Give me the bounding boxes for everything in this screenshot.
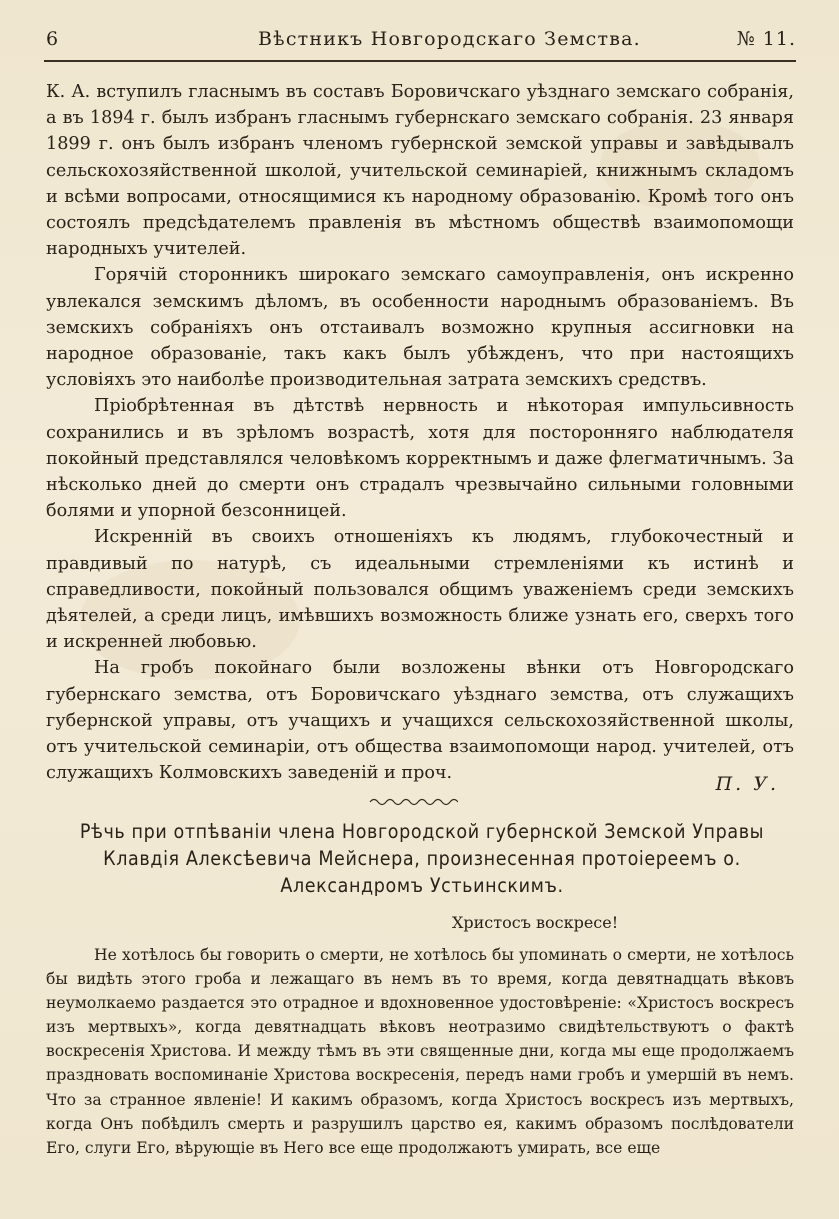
section-divider-ornament [368, 795, 458, 809]
speech-title: Рѣчь при отпѣваніи члена Новгородской губернской Земской Управы Клавдія Алексѣевича Мейснера, произнесенная протоіереемъ о. Александромъ Устьинскимъ. [79, 820, 765, 897]
journal-title: Вѣстникъ Новгородскаго Земства. [258, 28, 641, 50]
issue-number: № 11. [736, 28, 796, 50]
paragraph: Не хотѣлось бы говорить о смерти, не хотѣлось бы упоминать о смерти, не хотѣлось бы видѣть этого гроба и лежащаго въ немъ въ то время, когда девятнадцать вѣковъ неумолкаемо раздается это отрадное и вдохновенное удостовѣреніе: «Христосъ воскресъ изъ мертвыхъ», когда девятнадцать вѣковъ неотразимо свидѣтельствуютъ о фактѣ воскресенія Христова. И между тѣмъ въ эти священные дни, когда мы еще продолжаемъ праздновать воспоминаніе Христова воскресенія, передъ нами гробъ и умершій въ немъ. Что за странное явленіе! И какимъ образомъ, когда Христосъ воскресъ изъ мертвыхъ, когда Онъ побѣдилъ смерть и разрушилъ царство ея, какимъ образомъ послѣдователи Его, слуги Его, вѣрующіе въ Него все еще продолжаютъ умирать, все еще [46, 946, 794, 1157]
speech-epigraph: Христосъ воскресе! [452, 913, 619, 932]
paragraph: Искренній въ своихъ отношеніяхъ къ людямъ, глубокочестный и правдивый по натурѣ, съ идеальными стремленіями къ истинѣ и справедливости, покойный пользовался общимъ уваженіемъ среди земскихъ дѣятелей, а среди лицъ, имѣвшихъ возможность ближе узнать его, сверхъ того и искренней любовью. [46, 527, 794, 653]
page-number: 6 [46, 28, 59, 50]
author-signature: П. У. [715, 773, 779, 795]
paragraph: Пріобрѣтенная въ дѣтствѣ нервность и нѣкоторая импульсивность сохранились и въ зрѣломъ возрастѣ, хотя для посторонняго наблюдателя покойный представлялся человѣкомъ корректнымъ и даже флегматичнымъ. За нѣсколько дней до смерти онъ страдалъ чрезвычайно сильными головными болями и упорной безсонницей. [46, 396, 794, 522]
obituary-text [46, 79, 794, 786]
paragraph: К. А. вступилъ гласнымъ въ составъ Боровичскаго уѣзднаго земскаго собранія, а въ 1894 г. былъ избранъ гласнымъ губернскаго земскаго собранія. 23 января 1899 г. онъ былъ избранъ членомъ губернской земской управы и завѣдывалъ сельскохозяйственной школой, учительской семинаріей, книжнымъ складомъ и всѣми вопросами, относящимися къ народному образованію. Кромѣ того онъ состоялъ предсѣдателемъ правленія въ мѣстномъ обществѣ взаимопомощи народныхъ учителей. [46, 82, 794, 260]
running-header [46, 28, 796, 56]
paragraph: На гробъ покойнаго были возложены вѣнки отъ Новгородскаго губернскаго земства, отъ Боровичскаго уѣзднаго земства, отъ служащихъ губернской управы, отъ учащихъ и учащихся сельскохозяйственной школы, отъ учительской семинаріи, отъ общества взаимопомощи народ. учителей, отъ служащихъ Колмовскихъ заведеній и проч. [46, 658, 794, 784]
paragraph: Горячій сторонникъ широкаго земскаго самоуправленія, онъ искренно увлекался земскимъ дѣломъ, въ особенности народнымъ образованіемъ. Въ земскихъ собраніяхъ онъ отстаивалъ возможно крупныя ассигновки на народное образованіе, такъ какъ былъ убѣжденъ, что при настоящихъ условіяхъ это наиболѣе производительная затрата земскихъ средствъ. [46, 265, 794, 391]
header-rule [44, 60, 796, 62]
speech-text [46, 943, 794, 1160]
